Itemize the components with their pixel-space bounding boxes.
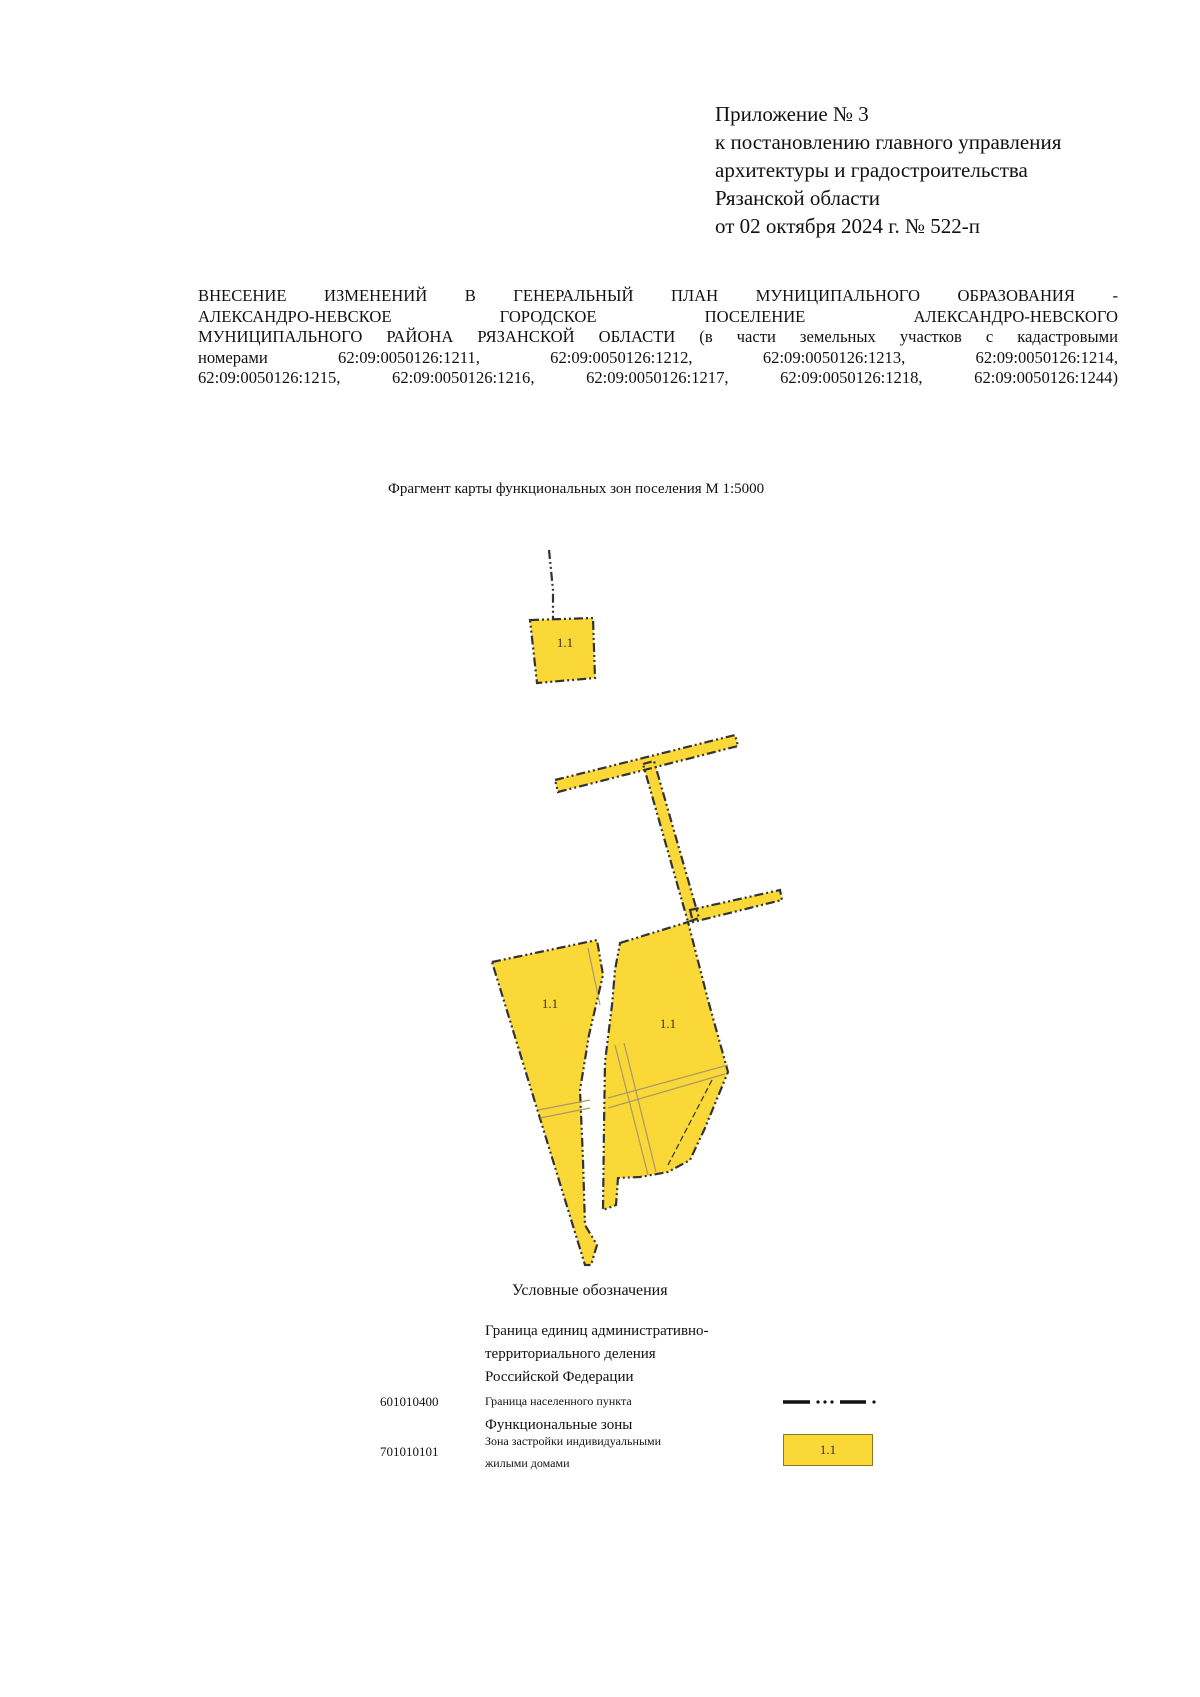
appendix-line: Рязанской области <box>715 186 881 210</box>
title-line: номерами 62:09:0050126:1211, 62:09:0050126:1212, 62:09:0050126:1213, 62:09:0050126:1214, <box>198 347 1118 367</box>
zones-layer <box>492 618 782 1265</box>
legend-zone-swatch: 1.1 <box>783 1434 873 1466</box>
zone-parcel-left <box>492 940 603 1265</box>
legend-functional-zones-heading: Функциональные зоны <box>485 1417 633 1433</box>
appendix-line: от 02 октября 2024 г. № 522-п <box>715 214 980 238</box>
legend-title: Условные обозначения <box>512 1282 668 1299</box>
boundary-line-north <box>549 550 553 620</box>
map-caption: Фрагмент карты функциональных зон поселения М 1:5000 <box>388 481 765 497</box>
zone-parcel-right <box>603 922 728 1210</box>
zone-label: 1.1 <box>541 996 559 1011</box>
legend-admin-heading-line: Российской Федерации <box>485 1369 634 1385</box>
legend-boundary-code: 601010400 <box>380 1394 439 1409</box>
title-line: АЛЕКСАНДРО-НЕВСКОЕ ГОРОДСКОЕ ПОСЕЛЕНИЕ АЛЕКСАНДРО-НЕВСКОГО <box>198 306 1118 326</box>
legend-zone-label <box>485 1432 661 1472</box>
legend-admin-heading-line: Граница единиц административно- <box>485 1323 709 1339</box>
legend-admin-heading-line: территориального деления <box>485 1346 656 1362</box>
legend-zone-label-line: жилыми домами <box>485 1456 570 1470</box>
appendix-line: к постановлению главного управления <box>715 130 1062 154</box>
zone-road-strip-lower <box>690 890 782 922</box>
zone-label: 1.1 <box>556 635 574 650</box>
legend-admin-heading <box>485 1320 709 1389</box>
zone-parcel-top <box>530 618 595 683</box>
legend-zone-code: 701010101 <box>380 1444 439 1459</box>
zone-label: 1.1 <box>659 1016 677 1031</box>
legend-zone-label-line: Зона застройки индивидуальными <box>485 1434 662 1448</box>
appendix-line: архитектуры и градостроительства <box>715 158 1028 182</box>
zone-road-strip-vertical <box>643 761 699 922</box>
appendix-line: Приложение № 3 <box>715 102 869 126</box>
title-line: МУНИЦИПАЛЬНОГО РАЙОНА РЯЗАНСКОЙ ОБЛАСТИ (в части земельных участков с кадастровыми <box>198 327 1118 346</box>
title-line: ВНЕСЕНИЕ ИЗМЕНЕНИЙ В ГЕНЕРАЛЬНЫЙ ПЛАН МУНИЦИПАЛЬНОГО ОБРАЗОВАНИЯ - <box>198 286 1118 305</box>
legend-boundary-symbol <box>783 1400 876 1403</box>
title-line: 62:09:0050126:1215, 62:09:0050126:1216, 62:09:0050126:1217, 62:09:0050126:1218, 62:09:0050126:1244) <box>198 368 1118 387</box>
legend-boundary-label: Граница населенного пункта <box>485 1394 632 1408</box>
